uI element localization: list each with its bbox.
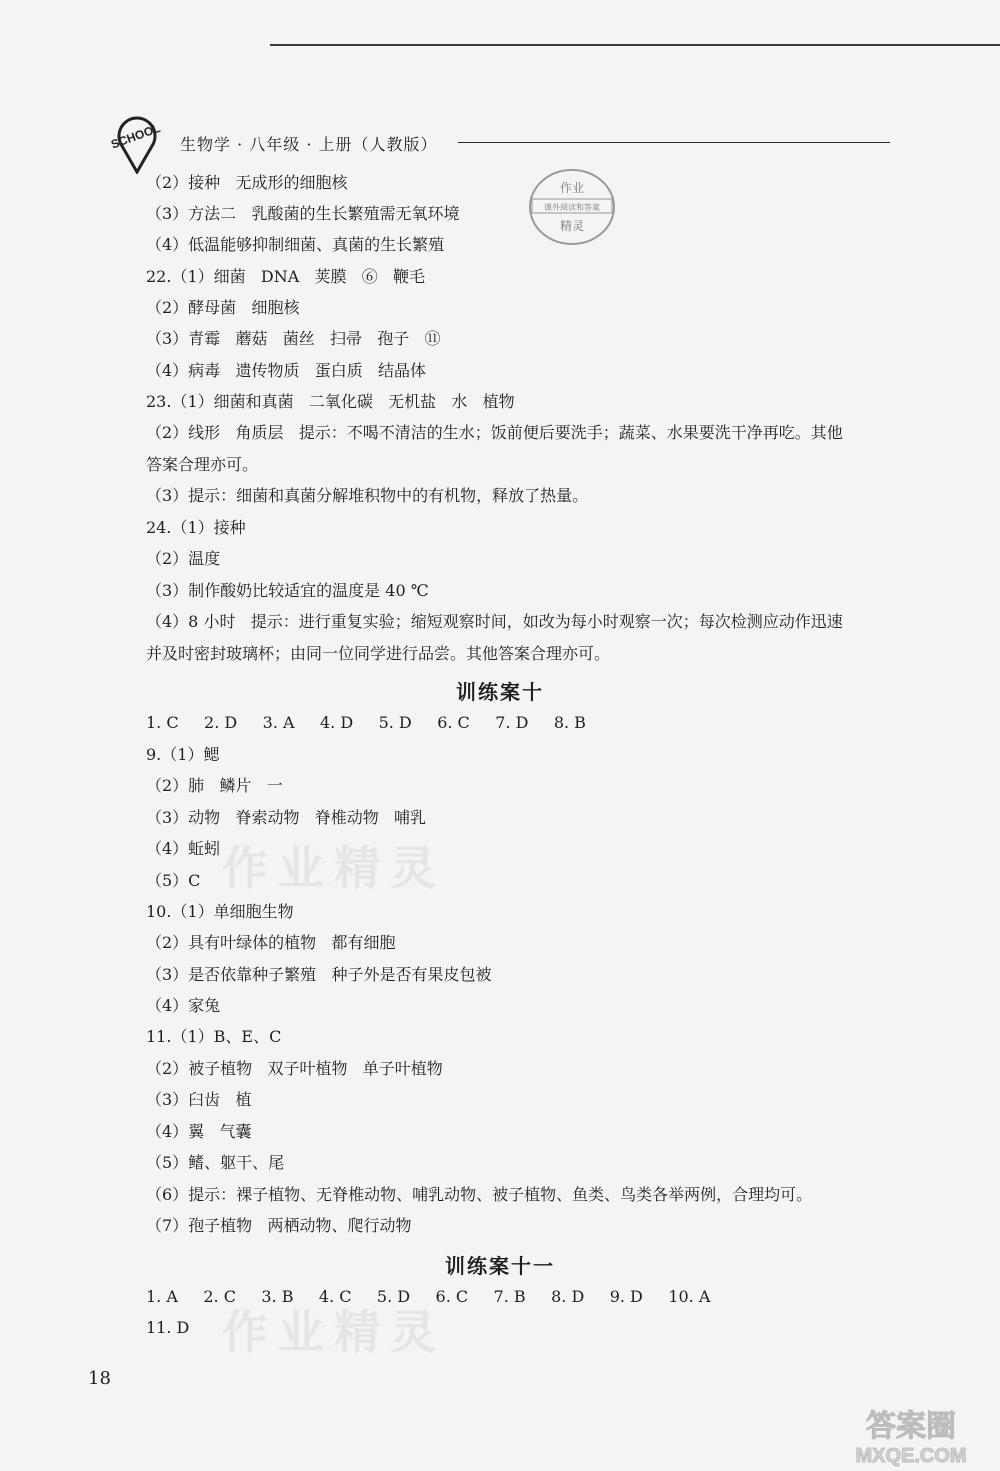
answer-line: （4）翼 气囊: [146, 1122, 252, 1141]
answer-line: 1. A 2. C 3. B 4. C 5. D 6. C 7. B 8. D 9. D 10. A: [146, 1287, 711, 1306]
answer-line: （4）低温能够抑制细菌、真菌的生长繁殖: [146, 235, 445, 254]
watermark: 作业精灵: [222, 1305, 446, 1359]
answer-line: （5）鳍、躯干、尾: [146, 1153, 285, 1172]
watermark: 作业精灵: [222, 841, 446, 895]
answer-line: （4）蚯蚓: [146, 839, 221, 858]
answer-line: （3）青霉 蘑菇 菌丝 扫帚 孢子 ⑪: [146, 329, 441, 348]
answer-line: （3）方法二 乳酸菌的生长繁殖需无氧环境: [146, 204, 460, 223]
answer-line: （4）8 小时 提示：进行重复实验；缩短观察时间，如改为每小时观察一次；每次检测应动作迅速: [146, 612, 843, 631]
answer-line: （2）酵母菌 细胞核: [146, 298, 300, 317]
answer-line: （2）线形 角质层 提示：不喝不清洁的生水；饭前便后要洗手；蔬菜、水果要洗干净再吃。其他: [146, 423, 843, 442]
answer-line: （3）制作酸奶比较适宜的温度是 40 ℃: [146, 581, 429, 600]
answer-line: （3）臼齿 植: [146, 1090, 252, 1109]
corner-watermark-top: 答案圈: [866, 1409, 956, 1444]
answer-line: （2）具有叶绿体的植物 都有细胞: [146, 933, 396, 952]
answer-line: （7）孢子植物 两栖动物、爬行动物: [146, 1216, 412, 1235]
answer-line: 11. D: [146, 1318, 190, 1337]
answer-line: 答案合理亦可。: [146, 455, 259, 474]
stamp-middle: 课外阅读和答案: [544, 203, 600, 212]
answer-line: 并及时密封玻璃杯；由同一位同学进行品尝。其他答案合理亦可。: [146, 644, 611, 663]
answer-line: （2）温度: [146, 549, 221, 568]
page-number: 18: [88, 1368, 111, 1389]
school-logo-icon: [102, 112, 172, 174]
header-rule: [458, 142, 890, 143]
answer-line: 22.（1）细菌 DNA 荚膜 ⑥ 鞭毛: [146, 267, 426, 286]
answer-line: （3）是否依靠种子繁殖 种子外是否有果皮包被: [146, 965, 492, 984]
stamp-bottom: 精灵: [559, 219, 585, 233]
corner-watermark-logo: [826, 1404, 996, 1468]
stamp-icon: [526, 166, 618, 248]
answer-line: （5）C: [146, 871, 201, 890]
top-rule: [270, 44, 1000, 46]
section-title-10: 训练案十: [456, 680, 544, 704]
answer-line: 10.（1）单细胞生物: [146, 902, 294, 921]
answer-line: 23.（1）细菌和真菌 二氧化碳 无机盐 水 植物: [146, 392, 515, 411]
answer-line: （2）肺 鳞片 一: [146, 776, 283, 795]
logo-text: SCHOOL: [109, 120, 163, 152]
answer-line: （3）提示：细菌和真菌分解堆积物中的有机物，释放了热量。: [146, 486, 589, 505]
answer-line: （6）提示：裸子植物、无脊椎动物、哺乳动物、被子植物、鱼类、鸟类各举两例，合理均可。: [146, 1185, 813, 1204]
answer-line: （4）病毒 遗传物质 蛋白质 结晶体: [146, 361, 426, 380]
corner-watermark-bottom: MXQE.COM: [855, 1445, 967, 1467]
stamp-top: 作业: [559, 181, 585, 195]
answer-line: 1. C 2. D 3. A 4. D 5. D 6. C 7. D 8. B: [146, 713, 586, 732]
answer-line: 11.（1）B、E、C: [146, 1027, 282, 1046]
answer-line: 24.（1）接种: [146, 518, 246, 537]
answer-line: 9.（1）鳃: [146, 745, 220, 764]
answer-line: （3）动物 脊索动物 脊椎动物 哺乳: [146, 808, 426, 827]
answer-line: （4）家兔: [146, 996, 221, 1015]
answer-line: （2）接种 无成形的细胞核: [146, 173, 348, 192]
section-title-11: 训练案十一: [445, 1254, 555, 1278]
header-title: 生物学 · 八年级 · 上册（人教版）: [180, 135, 438, 154]
answer-line: （2）被子植物 双子叶植物 单子叶植物: [146, 1059, 443, 1078]
